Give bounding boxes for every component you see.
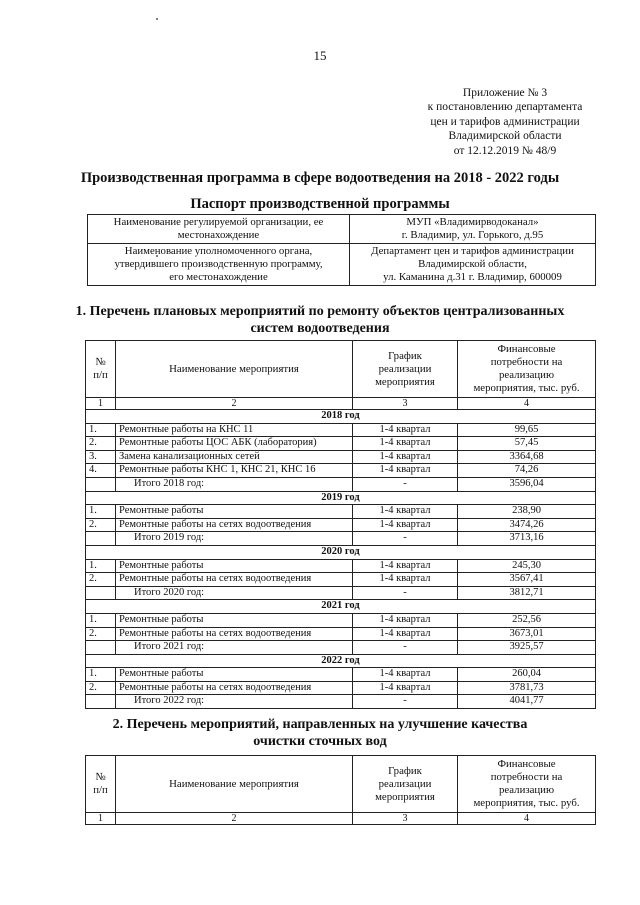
passport-row bbox=[88, 215, 596, 244]
row-amount: 252,56 bbox=[458, 613, 596, 627]
header-finance bbox=[458, 341, 596, 398]
table-row bbox=[86, 450, 596, 464]
row-number: 2. bbox=[86, 681, 116, 695]
header-schedule bbox=[353, 341, 458, 398]
table-row bbox=[86, 423, 596, 437]
passport-row bbox=[88, 244, 596, 286]
row-schedule: 1-4 квартал bbox=[353, 627, 458, 641]
section1-heading-line: систем водоотведения bbox=[250, 321, 390, 336]
repair-measures-body bbox=[86, 410, 596, 709]
total-number bbox=[86, 532, 116, 546]
header-schedule-line: График bbox=[388, 349, 422, 362]
total-amount: 3925,57 bbox=[458, 641, 596, 655]
year-label: 2019 год bbox=[86, 491, 596, 505]
row-amount: 3567,41 bbox=[458, 573, 596, 587]
passport-value-line: ул. Каманина д.31 г. Владимир, 600009 bbox=[383, 271, 562, 283]
row-number: 2. bbox=[86, 437, 116, 451]
passport-value-line: МУП «Владимирводоканал» bbox=[406, 216, 539, 228]
row-amount: 3673,01 bbox=[458, 627, 596, 641]
row-name: Ремонтные работы на сетях водоотведения bbox=[116, 681, 353, 695]
header-finance-line: Финансовые bbox=[497, 343, 556, 355]
row-name: Ремонтные работы на сетях водоотведения bbox=[116, 627, 353, 641]
header-num bbox=[86, 341, 116, 398]
total-schedule: - bbox=[353, 477, 458, 491]
column-number: 3 bbox=[353, 398, 458, 410]
passport-value-line: г. Владимир, ул. Горького, д.95 bbox=[401, 229, 544, 241]
header-schedule-line: реализации bbox=[378, 362, 432, 375]
table-row bbox=[86, 627, 596, 641]
row-amount: 3781,73 bbox=[458, 681, 596, 695]
year-row bbox=[86, 545, 596, 559]
total-number bbox=[86, 586, 116, 600]
row-number: 1. bbox=[86, 559, 116, 573]
table-row bbox=[86, 559, 596, 573]
column-number: 3 bbox=[353, 813, 458, 825]
total-row bbox=[86, 695, 596, 709]
total-amount: 4041,77 bbox=[458, 695, 596, 709]
table-row bbox=[86, 613, 596, 627]
row-name: Ремонтные работы КНС 1, КНС 21, КНС 16 bbox=[116, 464, 353, 478]
total-label: Итого 2019 год: bbox=[116, 532, 353, 546]
table-row bbox=[86, 437, 596, 451]
table-row bbox=[86, 505, 596, 519]
passport-value-line: Владимирской области, bbox=[418, 258, 527, 270]
row-amount: 74,26 bbox=[458, 464, 596, 478]
row-schedule: 1-4 квартал bbox=[353, 573, 458, 587]
table-header-row bbox=[86, 756, 596, 813]
header-schedule-line: График bbox=[388, 764, 422, 777]
header-finance-line: Финансовые bbox=[497, 758, 556, 770]
row-amount: 245,30 bbox=[458, 559, 596, 573]
total-row bbox=[86, 586, 596, 600]
scan-speck bbox=[156, 18, 158, 20]
row-number: 1. bbox=[86, 505, 116, 519]
header-finance-line: мероприятия, тыс. руб. bbox=[473, 382, 580, 394]
header-name: Наименование мероприятия bbox=[116, 756, 353, 813]
row-schedule: 1-4 квартал bbox=[353, 559, 458, 573]
column-number: 4 bbox=[458, 398, 596, 410]
header-schedule-line: мероприятия bbox=[375, 790, 435, 803]
row-name: Ремонтные работы на сетях водоотведения bbox=[116, 518, 353, 532]
year-row bbox=[86, 491, 596, 505]
row-name: Замена канализационных сетей bbox=[116, 450, 353, 464]
column-number: 1 bbox=[86, 398, 116, 410]
row-schedule: 1-4 квартал bbox=[353, 450, 458, 464]
row-amount: 57,45 bbox=[458, 437, 596, 451]
row-amount: 3474,26 bbox=[458, 518, 596, 532]
section2-heading bbox=[0, 716, 640, 750]
passport-value bbox=[350, 215, 596, 244]
header-finance-line: потребности на bbox=[490, 771, 563, 783]
row-number: 1. bbox=[86, 668, 116, 682]
table-row bbox=[86, 668, 596, 682]
year-label: 2022 год bbox=[86, 654, 596, 668]
appendix-line: цен и тарифов администрации bbox=[430, 115, 580, 128]
row-amount: 3364,68 bbox=[458, 450, 596, 464]
table-row bbox=[86, 518, 596, 532]
row-name: Ремонтные работы bbox=[116, 559, 353, 573]
row-number: 2. bbox=[86, 518, 116, 532]
year-label: 2020 год bbox=[86, 545, 596, 559]
total-label: Итого 2020 год: bbox=[116, 586, 353, 600]
section2-heading-line: 2. Перечень мероприятий, направленных на улучшение качества bbox=[112, 717, 528, 732]
table-row bbox=[86, 681, 596, 695]
total-number bbox=[86, 477, 116, 491]
row-schedule: 1-4 квартал bbox=[353, 668, 458, 682]
year-row bbox=[86, 654, 596, 668]
column-number: 2 bbox=[116, 813, 353, 825]
passport-label-line: Наименование уполномоченного органа, bbox=[124, 245, 313, 257]
row-number: 1. bbox=[86, 613, 116, 627]
column-number-row bbox=[86, 813, 596, 825]
passport-title: Паспорт производственной программы bbox=[190, 196, 450, 212]
header-num-line: п/п bbox=[93, 784, 108, 796]
header-finance-line: реализацию bbox=[498, 369, 555, 381]
header-num bbox=[86, 756, 116, 813]
row-schedule: 1-4 квартал bbox=[353, 437, 458, 451]
total-row bbox=[86, 532, 596, 546]
passport-label-line: его местонахождение bbox=[169, 271, 268, 283]
appendix-line: к постановлению департамента bbox=[427, 101, 583, 114]
page-number: 15 bbox=[313, 48, 327, 63]
passport-label bbox=[88, 215, 350, 244]
total-label: Итого 2021 год: bbox=[116, 641, 353, 655]
passport-label-line: местонахождение bbox=[177, 229, 260, 241]
table-row bbox=[86, 464, 596, 478]
repair-measures-table bbox=[85, 340, 596, 709]
column-number: 4 bbox=[458, 813, 596, 825]
total-schedule: - bbox=[353, 586, 458, 600]
passport-value bbox=[350, 244, 596, 286]
header-finance bbox=[458, 756, 596, 813]
row-number: 4. bbox=[86, 464, 116, 478]
appendix-line: Приложение № 3 bbox=[462, 87, 548, 99]
header-finance-line: реализацию bbox=[498, 784, 555, 796]
column-number-row bbox=[86, 398, 596, 410]
total-number bbox=[86, 695, 116, 709]
header-finance-line: мероприятия, тыс. руб. bbox=[473, 797, 580, 809]
total-label: Итого 2018 год: bbox=[116, 477, 353, 491]
row-schedule: 1-4 квартал bbox=[353, 518, 458, 532]
appendix-block bbox=[395, 86, 615, 158]
header-num-line: № bbox=[95, 771, 106, 783]
row-amount: 238,90 bbox=[458, 505, 596, 519]
total-amount: 3596,04 bbox=[458, 477, 596, 491]
total-schedule: - bbox=[353, 641, 458, 655]
row-name: Ремонтные работы ЦОС АБК (лаборатория) bbox=[116, 437, 353, 451]
year-row bbox=[86, 410, 596, 424]
total-row bbox=[86, 477, 596, 491]
row-name: Ремонтные работы bbox=[116, 505, 353, 519]
header-name: Наименование мероприятия bbox=[116, 341, 353, 398]
header-schedule-line: реализации bbox=[378, 777, 432, 790]
row-name: Ремонтные работы на сетях водоотведения bbox=[116, 573, 353, 587]
row-schedule: 1-4 квартал bbox=[353, 613, 458, 627]
table-row bbox=[86, 573, 596, 587]
total-number bbox=[86, 641, 116, 655]
total-row bbox=[86, 641, 596, 655]
section2-heading-line: очистки сточных вод bbox=[253, 734, 387, 749]
header-finance-line: потребности на bbox=[490, 356, 563, 368]
row-number: 3. bbox=[86, 450, 116, 464]
section1-heading-line: 1. Перечень плановых мероприятий по ремонту объектов централизованных bbox=[75, 304, 565, 319]
row-name: Ремонтные работы bbox=[116, 668, 353, 682]
table-header-row bbox=[86, 341, 596, 398]
row-schedule: 1-4 квартал bbox=[353, 464, 458, 478]
total-amount: 3812,71 bbox=[458, 586, 596, 600]
year-label: 2018 год bbox=[86, 410, 596, 424]
passport-table bbox=[87, 214, 596, 286]
header-schedule bbox=[353, 756, 458, 813]
column-number: 1 bbox=[86, 813, 116, 825]
header-num-line: № bbox=[95, 356, 106, 368]
row-schedule: 1-4 квартал bbox=[353, 681, 458, 695]
document-title: Производственная программа в сфере водоотведения на 2018 - 2022 годы bbox=[80, 170, 560, 186]
row-schedule: 1-4 квартал bbox=[353, 505, 458, 519]
row-number: 2. bbox=[86, 573, 116, 587]
year-row bbox=[86, 600, 596, 614]
year-label: 2021 год bbox=[86, 600, 596, 614]
row-schedule: 1-4 квартал bbox=[353, 423, 458, 437]
row-amount: 260,04 bbox=[458, 668, 596, 682]
total-schedule: - bbox=[353, 695, 458, 709]
passport-label bbox=[88, 244, 350, 286]
total-schedule: - bbox=[353, 532, 458, 546]
quality-measures-table bbox=[85, 755, 596, 825]
column-number: 2 bbox=[116, 398, 353, 410]
total-label: Итого 2022 год: bbox=[116, 695, 353, 709]
row-name: Ремонтные работы на КНС 11 bbox=[116, 423, 353, 437]
total-amount: 3713,16 bbox=[458, 532, 596, 546]
section1-heading bbox=[0, 303, 640, 337]
row-number: 1. bbox=[86, 423, 116, 437]
header-schedule-line: мероприятия bbox=[375, 375, 435, 388]
appendix-line: Владимирской области bbox=[448, 130, 562, 143]
row-name: Ремонтные работы bbox=[116, 613, 353, 627]
header-num-line: п/п bbox=[93, 369, 108, 381]
row-number: 2. bbox=[86, 627, 116, 641]
passport-label-line: Наименование регулируемой организации, ее bbox=[113, 216, 324, 228]
passport-label-line: утвердившего производственную программу, bbox=[114, 258, 323, 270]
passport-value-line: Департамент цен и тарифов администрации bbox=[371, 245, 574, 257]
row-amount: 99,65 bbox=[458, 423, 596, 437]
appendix-line: от 12.12.2019 № 48/9 bbox=[453, 144, 557, 157]
